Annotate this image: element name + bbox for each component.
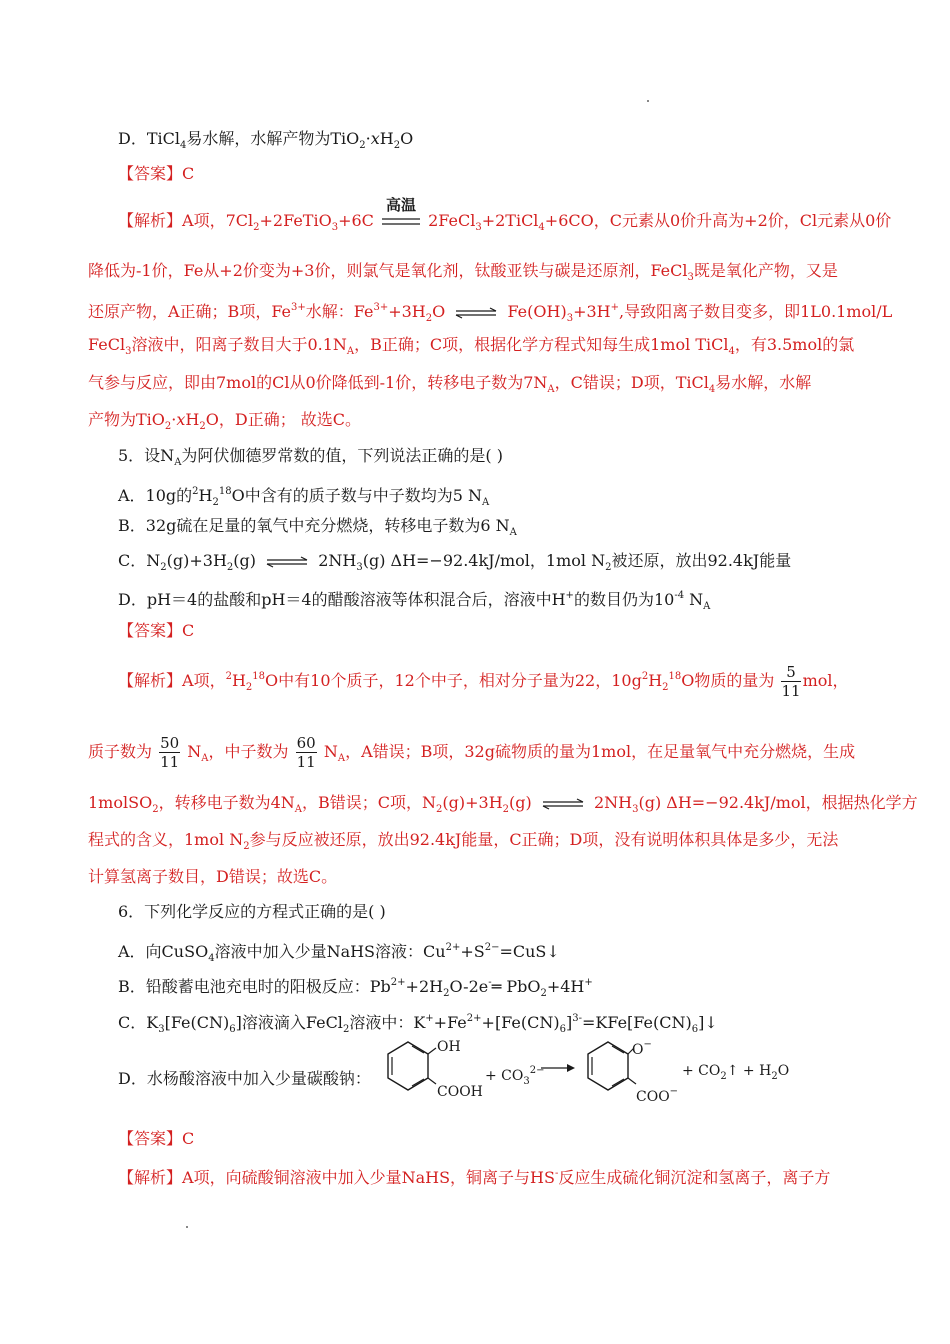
q6-option-c: C．$K_3[Fe(CN)_6]$溶液滴入FeCl$_2$溶液中：$K^++Fe^{2+}+[Fe(CN)_6]^{3-}=KFe[Fe(CN)_6]↓$ [118,1013,718,1035]
q4-explanation-line-1: 【解析】A项，$7Cl_2+2FeTiO_3+6C$ 高温 2FeCl$_3$+2TiCl$_4$+6CO，C元素从0价升高为+2价，Cl元素从0价 [118,195,892,233]
reversible-arrow-icon [454,307,498,319]
q4-explanation-line-5: 气参与反应，即由7mol的Cl从0价降低到-1价，转移电子数为$7N_A$，C错误；D项，TiCl$_4$易水解，水解 [88,373,812,395]
q6-answer: 【答案】C [118,1129,195,1148]
q5-option-a: A．10g的$^2H_2^{18}O$中含有的质子数与中子数均为5 $N_A$ [118,486,490,508]
fraction: $\frac{5}{11}$ [781,663,801,700]
equals-sign-icon [381,216,421,228]
q5-option-b: B．32g硫在足量的氧气中充分燃烧，转移电子数为6 $N_A$ [118,516,517,538]
high-temp-condition: 高温 [381,216,421,228]
q5-answer: 【答案】C [118,621,195,640]
reversible-arrow-icon [541,798,585,810]
q5-explanation-line-3: 1molSO$_2$，转移电子数为$4N_A$，B错误；C项，$N_2(g)+3H_2(g)$ $2NH_3(g)$ ΔH=−92.4kJ/mol，根据热化学方 [88,793,918,815]
q5-option-c: C．$N_2(g)+3H_2(g)$ $2NH_3(g)$ ΔH=−92.4kJ/mol，1mol $N_2$被还原，放出92.4kJ能量 [118,551,792,573]
phenoxide-label: O− [632,1039,652,1058]
q6-explanation-line-1: 【解析】A项，向硫酸铜溶液中加入少量NaHS，铜离子与HS-反应生成硫化铜沉淀和氢离子，离子方 [118,1168,831,1187]
q4-explanation-line-6: 产物为$TiO_2\cdot xH_2O$，D正确； 故选C。 [88,410,362,432]
q5-stem: 5．设$N_A$为阿伏伽德罗常数的值，下列说法正确的是( ) [118,446,503,468]
q6-stem: 6．下列化学反应的方程式正确的是( ) [118,902,386,921]
carbonate-term: + $CO_3^{2-}$ [485,1065,545,1087]
scan-mark [647,100,649,102]
q5-explanation-line-1: 【解析】A项，$^2H_2^{18}O$中有10个质子，12个中子，相对分子量为22，$10g^2H_2^{18}O$物质的量为 $\frac{5}{11}$ mol， [118,663,849,700]
fraction: $\frac{60}{11}$ [296,734,316,771]
cooh-label: COOH [437,1084,483,1100]
q5-option-d: D．pH＝4的盐酸和pH＝4的醋酸溶液等体积混合后，溶液中H+的数目仍为$10^{-4}$ $N_A$ [118,590,711,612]
oh-label: OH [437,1039,461,1055]
q6-option-b: B．铅酸蓄电池充电时的阳极反应：$Pb^{2+}+2H_2O-2e^-═$ PbO$_2$+4H+ [118,977,593,999]
q4-answer: 【答案】C [118,164,195,183]
scan-mark [186,1226,188,1228]
carboxylate-label: COO− [636,1086,679,1105]
q4-explanation-line-2: 降低为-1价，Fe从+2价变为+3价，则氯气是氧化剂，钛酸亚铁与碳是还原剂，FeCl$_3$既是氧化产物，又是 [88,261,838,283]
q5-explanation-line-5: 计算氢离子数目，D错误；故选C。 [88,867,338,886]
reversible-arrow-icon [265,556,309,568]
q5-explanation-line-2: 质子数为 $\frac{50}{11}$ $N_A$，中子数为 $\frac{60}{11}$ $N_A$，A错误；B项，32g硫物质的量为1mol，在足量氧气中充分燃烧，生成 [88,734,856,771]
q4-option-d: D．TiCl$_4$易水解，水解产物为$TiO_2\cdot xH_2O$ [118,129,414,151]
q4-explanation-line-3: 还原产物，A正确；B项，$Fe^{3+}$水解：$Fe^{3+}+3H_2O$ $Fe(OH)_3+3H^+$,导致阳离子数目变多，即1L0.1mol/L [88,302,893,324]
reaction-arrow-icon [540,1060,576,1076]
products-term: + $CO_2↑ + H_2O$ [682,1063,790,1082]
q6-option-d-label: D．水杨酸溶液中加入少量碳酸钠： [118,1069,371,1088]
fraction: $\frac{50}{11}$ [160,734,180,771]
q5-explanation-line-4: 程式的含义，1mol $N_2$参与反应被还原，放出92.4kJ能量，C正确；D项，没有说明体积具体是多少，无法 [88,830,839,852]
q4-explanation-line-4: FeCl$_3$溶液中，阳离子数目大于$0.1N_A$，B正确；C项，根据化学方程式知每生成1mol TiCl$_4$，有3.5mol的氯 [88,335,855,357]
q6-option-a: A．向CuSO$_4$溶液中加入少量NaHS溶液：$Cu^{2+}+S^{2-}=CuS↓$ [118,942,560,964]
